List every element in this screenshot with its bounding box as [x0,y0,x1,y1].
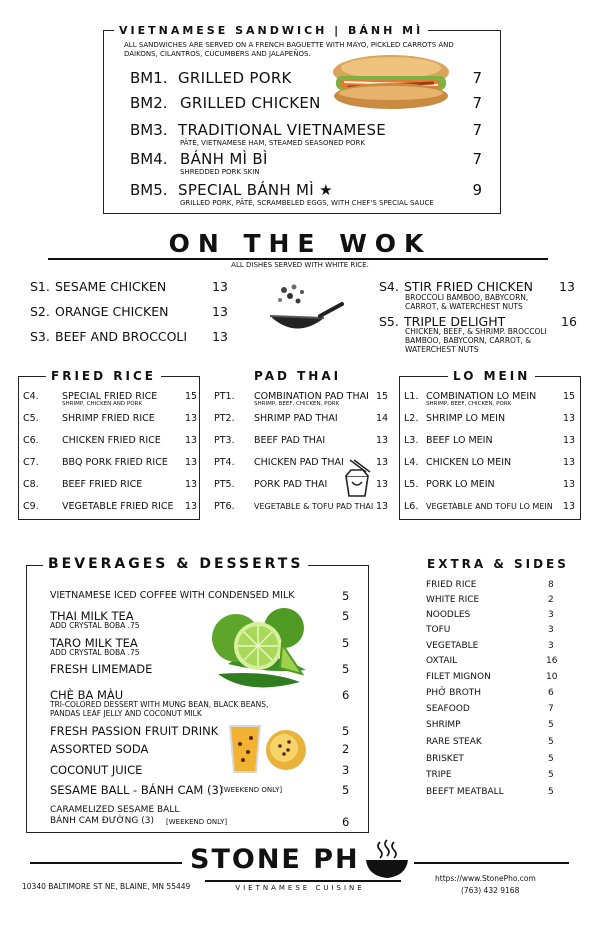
banh-mi-item [130,121,482,147]
item-name: STIR FRIED CHICKEN [404,279,533,294]
item-name: SHRIMP PAD THAI [254,413,338,424]
wok-title: ON THE WOK [168,229,432,258]
item-price: 3 [342,763,350,777]
item-price: 5 [342,662,350,676]
item-subtext-line: PANDAS LEAF JELLY AND COCONUT MILK [50,708,202,718]
item-price: 13 [185,435,198,446]
item-name: SPECIAL BÁNH MÌ ★ [178,181,333,199]
item-code: L4. [404,457,419,468]
banh-mi-item [130,69,482,89]
item-name: CHÈ BA MÀU [50,688,124,702]
item-name: GRILLED CHICKEN [180,94,321,112]
item-description: SHRIMP, BEEF, CHICKEN, PORK [254,401,340,407]
item-description: SHRIMP, CHICKEN AND PORK [62,401,142,407]
item-name: BEEF PAD THAI [254,435,326,446]
item-name: COCONUT JUICE [50,763,143,777]
item-name: SHRIMP [426,720,461,730]
item-code: C5. [23,413,39,424]
item-price: 5 [342,609,350,623]
item-name: COMBINATION LO MEIN [426,391,537,402]
item-name: TARO MILK TEA [50,636,138,650]
item-price: 13 [563,479,576,490]
item-description-line: WATERCHEST NUTS [405,345,479,354]
item-price: 13 [185,479,198,490]
item-name: OXTAIL [426,656,458,666]
item-description-line: BAMBOO, BABYCORN, CARROT, & [405,336,532,345]
item-price: 13 [185,413,198,424]
brand-logo-text: STONE PH [190,844,360,875]
item-name: WHITE RICE [426,595,480,605]
item-price: 13 [212,279,228,294]
fried-rice-title: FRIED RICE [46,369,161,383]
item-code: PT5. [214,479,235,490]
item-name: CHICKEN LO MEIN [426,457,512,468]
item-name: SESAME CHICKEN [55,279,167,294]
item-price: 6 [548,688,554,698]
item-price: 5 [342,589,350,603]
item-price: 13 [563,457,576,468]
item-code: BM2. [130,94,168,112]
item-name: TRIPLE DELIGHT [404,314,506,329]
item-code: L5. [404,479,419,490]
item-code: PT3. [214,435,235,446]
wok-subtitle: ALL DISHES SERVED WITH WHITE RICE. [231,261,369,269]
limes-image [208,604,316,696]
footer-phone: (763) 432 9168 [461,886,520,895]
item-name: TRIPE [426,770,452,780]
item-name: ORANGE CHICKEN [55,304,169,319]
item-price: 13 [559,279,575,294]
item-description [405,293,528,311]
item-price: 6 [342,688,350,702]
pho-bowl-icon [364,838,410,880]
item-subtext: ADD CRYSTAL BOBA .75 [50,621,140,630]
item-name: PORK LO MEIN [426,479,495,490]
beverages-title: BEVERAGES & DESSERTS [43,556,308,572]
wok-item [30,304,230,320]
item-name: BEEF LO MEIN [426,435,493,446]
footer-divider-right [414,862,569,864]
wok-item [379,314,579,358]
item-code: C6. [23,435,39,446]
item-price: 15 [185,391,198,402]
item-name: VEGETABLE FRIED RICE [62,501,174,512]
item-name: PORK PAD THAI [254,479,328,490]
item-description-line: CHICKEN, BEEF, & SHRIMP. BROCCOLI [405,327,547,336]
item-name: BEEF FRIED RICE [62,479,143,490]
wok-divider [48,258,548,260]
banh-mi-item [130,181,482,209]
item-name: SHRIMP LO MEIN [426,413,506,424]
item-code: BM4. [130,150,168,168]
item-name: VIETNAMESE ICED COFFEE WITH CONDENSED MILK [50,590,295,601]
lo-mein-title: LO MEIN [448,369,535,383]
item-name: COMBINATION PAD THAI [254,391,369,402]
item-name: BEEF AND BROCCOLI [55,329,188,344]
item-description: SHREDDED PORK SKIN [180,168,260,176]
item-price: 7 [472,150,482,168]
item-price: 3 [548,625,554,635]
item-name: FRESH LIMEMADE [50,662,153,676]
item-code: BM3. [130,121,168,139]
item-code: S2. [30,304,50,319]
item-subtext [50,701,268,718]
item-price: 13 [185,457,198,468]
footer-divider-left [30,862,182,864]
item-description-line: BROCCOLI BAMBOO, BABYCORN, [405,293,529,302]
item-code: C9. [23,501,39,512]
item-subtext: ADD CRYSTAL BOBA .75 [50,648,140,657]
footer-website[interactable]: https://www.StonePho.com [435,874,536,883]
item-name: FRESH PASSION FRUIT DRINK [50,724,219,738]
item-price: 13 [376,435,389,446]
item-price: 6 [342,815,350,829]
item-price: 15 [563,391,576,402]
banh-mi-note-line1: ALL SANDWICHES ARE SERVED ON A FRENCH BAGUETTE WITH MAYO, PICKLED CARROTS AND [124,41,454,49]
item-name: BÁNH CAM ĐƯỜNG (3) [50,816,154,826]
item-name: TRADITIONAL VIETNAMESE [178,121,387,139]
takeout-box-icon [340,458,374,498]
item-price: 13 [563,435,576,446]
item-code: PT1. [214,391,235,402]
item-price: 9 [472,181,482,199]
item-price: 7 [472,69,482,87]
item-code: PT2. [214,413,235,424]
item-name: ASSORTED SODA [50,742,149,756]
item-note: [WEEKEND ONLY] [166,818,228,826]
item-name: VEGETABLE & TOFU PAD THAI [254,502,374,511]
item-price: 2 [548,595,554,605]
item-price: 2 [342,742,350,756]
item-name: CHICKEN PAD THAI [254,457,344,468]
extras-title: EXTRA & SIDES [427,557,569,571]
item-price: 13 [212,329,228,344]
item-code: S3. [30,329,50,344]
footer-address: 10340 BALTIMORE ST NE, BLAINE, MN 55449 [22,882,191,891]
item-price: 13 [563,413,576,424]
item-price: 13 [376,501,389,512]
item-note: [WEEKEND ONLY] [221,786,283,794]
item-description: PÂTÉ, VIETNAMESE HAM, STEAMED SEASONED PORK [180,139,365,147]
item-name: TOFU [426,625,451,635]
passion-fruit-drink-image [226,720,310,776]
item-description [405,327,547,354]
item-name: GRILLED PORK [178,69,292,87]
banh-mi-title: VIETNAMESE SANDWICH | BÁNH MÌ [114,24,428,37]
item-name: FRIED RICE [426,580,477,590]
item-name: SESAME BALL - BÁNH CAM (3) [50,783,224,797]
item-code: S4. [379,279,399,294]
brand-tagline: VIETNAMESE CUISINE [235,884,365,892]
wok-item [30,279,230,295]
banh-mi-note-line2: DAIKONS, CILANTROS, CUCUMBERS AND JALAPEÑOS. [124,49,311,58]
item-name: SPECIAL FRIED RICE [62,391,158,402]
item-name: BBQ PORK FRIED RICE [62,457,168,468]
item-name: VEGETABLE [426,641,479,651]
item-price: 5 [342,636,350,650]
item-price: 13 [212,304,228,319]
item-price: 5 [548,787,554,797]
item-description: SHRIMP, BEEF, CHICKEN, PORK [426,401,512,407]
item-price: 13 [376,457,389,468]
item-code: C8. [23,479,39,490]
item-code: L2. [404,413,419,424]
wok-item [379,279,579,315]
item-price: 7 [472,121,482,139]
item-price: 8 [548,580,554,590]
item-name: SEAFOOD [426,704,470,714]
item-price: 13 [563,501,576,512]
item-code: L6. [404,501,419,512]
item-price: 5 [342,724,350,738]
item-name: BRISKET [426,754,464,764]
item-name: THAI MILK TEA [50,609,134,623]
item-price: 10 [546,672,558,682]
item-code: L3. [404,435,419,446]
item-description: GRILLED PORK, PÂTÉ, SCRAMBELED EGGS, WITH CHEF'S SPECIAL SAUCE [180,199,434,207]
item-name: NOODLES [426,610,471,620]
item-price: 5 [342,783,350,797]
item-name: FILET MIGNON [426,672,491,682]
item-code: S1. [30,279,50,294]
item-price: 3 [548,610,554,620]
item-name: CHICKEN FRIED RICE [62,435,161,446]
item-price: 13 [376,479,389,490]
item-code: PT4. [214,457,235,468]
item-code: C7. [23,457,39,468]
item-price: 3 [548,641,554,651]
item-code: BM5. [130,181,168,199]
item-code: S5. [379,314,399,329]
item-price: 15 [376,391,389,402]
item-code: L1. [404,391,419,402]
item-name: BEEFT MEATBALL [426,787,504,797]
item-description-line: CARROT, & WATERCHEST NUTS [405,302,523,311]
item-name: RARE STEAK [426,737,482,747]
wok-image [262,282,344,342]
item-name: BÁNH MÌ BÌ [180,150,268,168]
item-price: 7 [472,94,482,112]
banh-mi-item [130,150,482,176]
item-price: 16 [561,314,577,329]
item-code: PT6. [214,501,235,512]
item-price: 14 [376,413,389,424]
item-name: PHỞ BROTH [426,688,482,698]
item-code: C4. [23,391,39,402]
item-price: 16 [546,656,558,666]
item-price: 5 [548,737,554,747]
item-subtext-line: TRI-COLORED DESSERT WITH MUNG BEAN, BLACK BEANS, [50,700,269,709]
item-price: 7 [548,704,554,714]
item-name: CARAMELIZED SESAME BALL [50,805,180,815]
item-name: VEGETABLE AND TOFU LO MEIN [426,502,553,511]
item-price: 5 [548,720,554,730]
logo-underline [205,880,401,882]
item-code: BM1. [130,69,168,87]
wok-item [30,329,230,345]
item-price: 5 [548,754,554,764]
item-price: 13 [185,501,198,512]
item-price: 5 [548,770,554,780]
banh-mi-item [130,94,482,114]
item-name: SHRIMP FRIED RICE [62,413,155,424]
pad-thai-title: PAD THAI [254,369,342,383]
